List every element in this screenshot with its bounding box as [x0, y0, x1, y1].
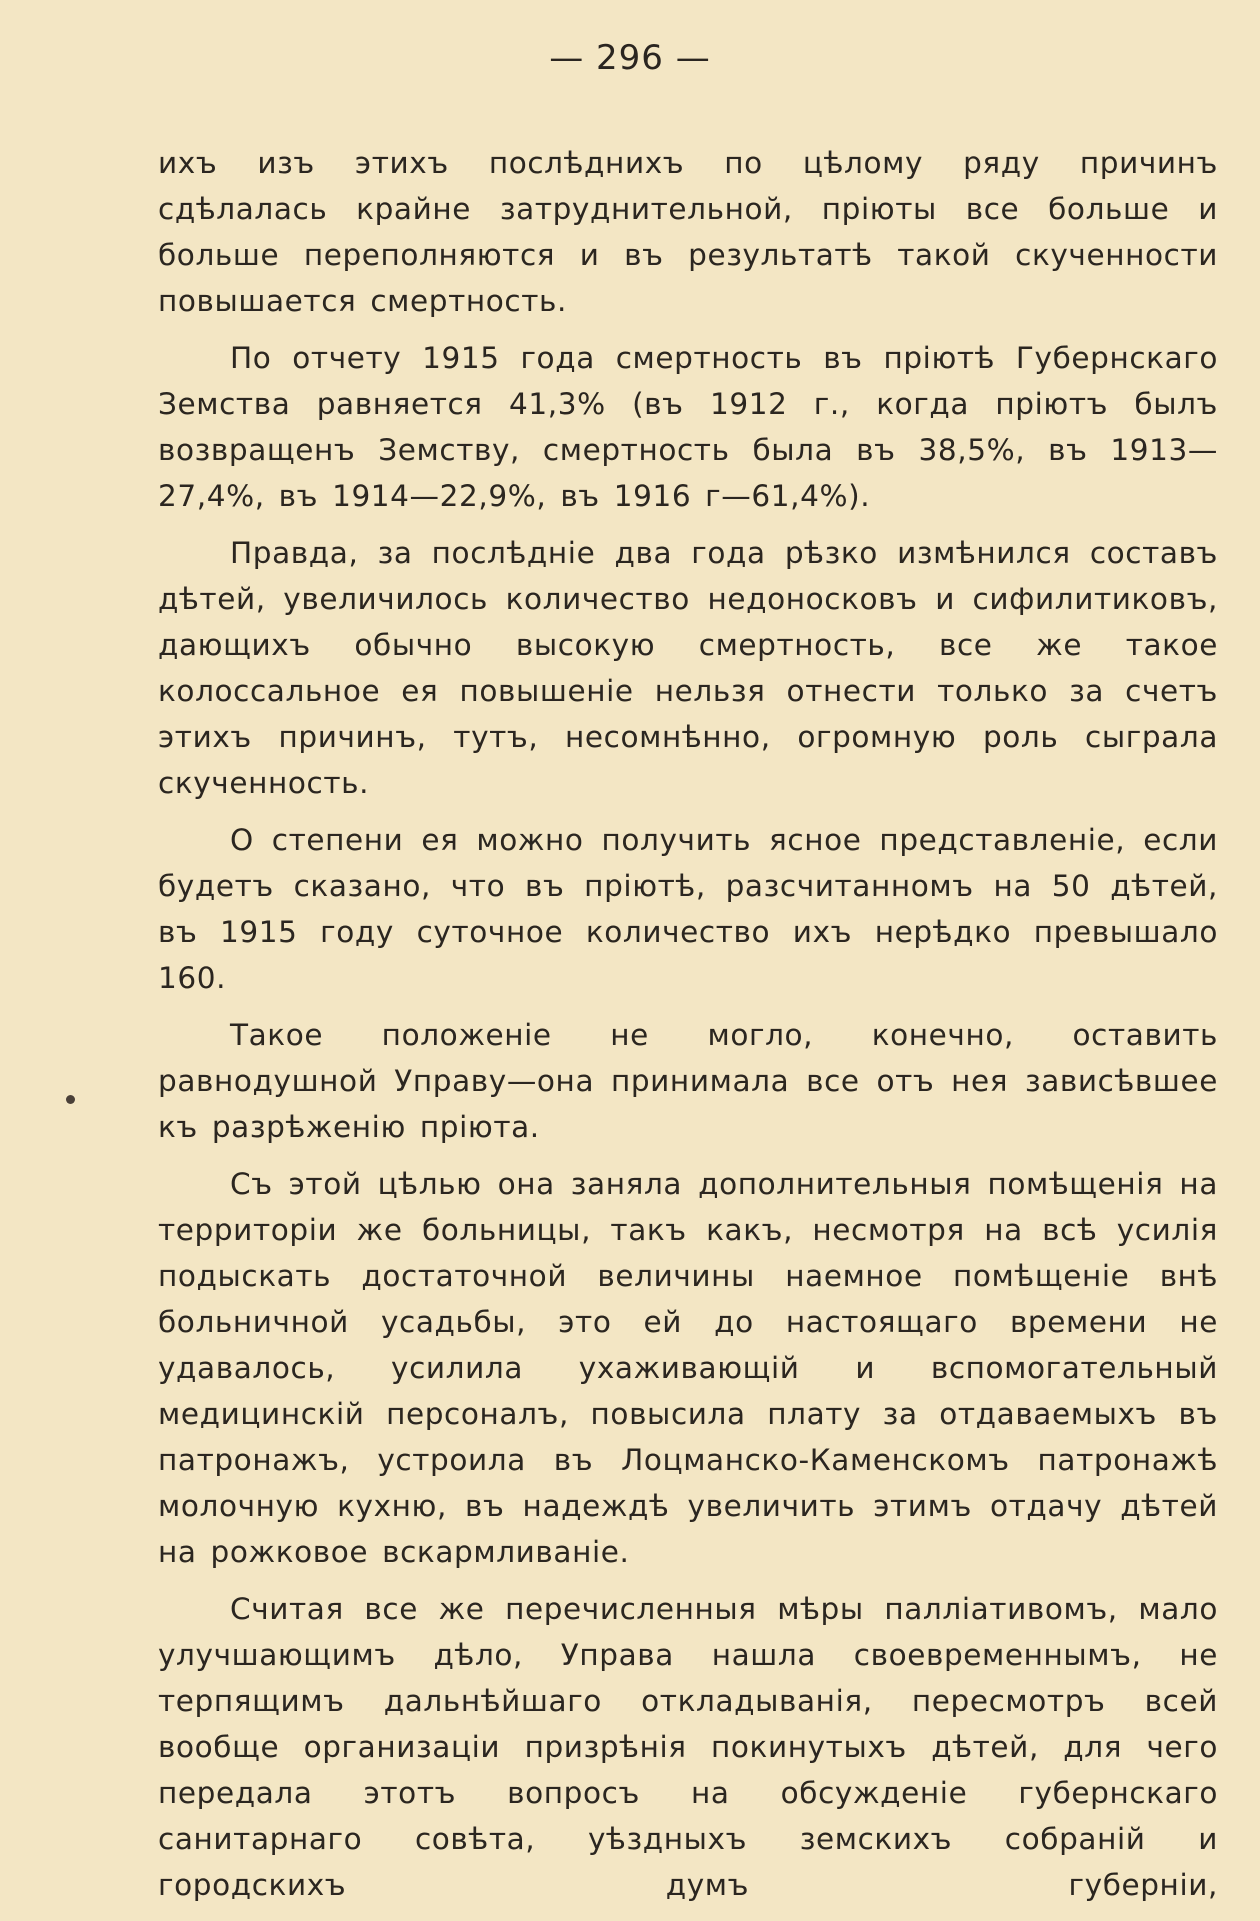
paragraph-6: Съ этой цѣлью она заняла дополнительныя помѣщенія на территоріи же больницы, такъ какъ, несмотря на всѣ усилія подыскать достаточной величины наемное помѣщеніе внѣ больничной усадьбы, это ей до настоящаго времени не удавалось, усилила ухаживающій и вспомогательный медицинскій персоналъ, повысила плату за отдаваемыхъ въ патронажъ, устроила въ Лоцманско-Каменскомъ патронажѣ молочную кухню, въ надеждѣ увеличить этимъ отдачу дѣтей на рожковое вскармливаніе.: [158, 1167, 1218, 1569]
paragraph-7: Считая все же перечисленныя мѣры палліативомъ, мало улучшающимъ дѣло, Управа нашла своевременнымъ, не терпящимъ дальнѣйшаго откладыванія, пересмотръ всей вообще организаціи призрѣнія покинутыхъ дѣтей, для чего передала этотъ вопросъ на обсужденіе губернскаго санитарнаго совѣта, уѣздныхъ земскихъ собраній и городскихъ думъ губерніи,: [158, 1592, 1218, 1902]
paragraph-1: ихъ изъ этихъ послѣднихъ по цѣлому ряду причинъ сдѣлалась крайне затруднительной, пріюты все больше и больше переполняются и въ результатѣ такой скученности повышается смертность.: [158, 146, 1218, 318]
paragraph-4: О степени ея можно получить ясное представленіе, если будетъ сказано, что въ пріютѣ, разсчитанномъ на 50 дѣтей, въ 1915 году суточное количество ихъ нерѣдко превышало 160.: [158, 823, 1218, 995]
paragraph-3: Правда, за послѣдніе два года рѣзко измѣнился составъ дѣтей, увеличилось количество недоносковъ и сифилитиковъ, дающихъ обычно высокую смертность, все же такое колоссальное ея повышеніе нельзя отнести только за счетъ этихъ причинъ, тутъ, несомнѣнно, огромную роль сыграла скученность.: [158, 536, 1218, 800]
paragraph-5: Такое положеніе не могло, конечно, оставить равнодушной Управу—она принимала все отъ нея зависѣвшее къ разрѣженію пріюта.: [158, 1018, 1218, 1144]
ink-speck: [66, 1095, 75, 1104]
body-text: [158, 140, 1218, 1919]
paragraph-2: По отчету 1915 года смертность въ пріютѣ Губернскаго Земства равняется 41,3% (въ 1912 г., когда пріютъ былъ возвращенъ Земству, смертность была въ 38,5%, въ 1913—27,4%, въ 1914—22,9%, въ 1916 г—61,4%).: [158, 341, 1218, 513]
page-number: — 296 —: [549, 38, 711, 78]
